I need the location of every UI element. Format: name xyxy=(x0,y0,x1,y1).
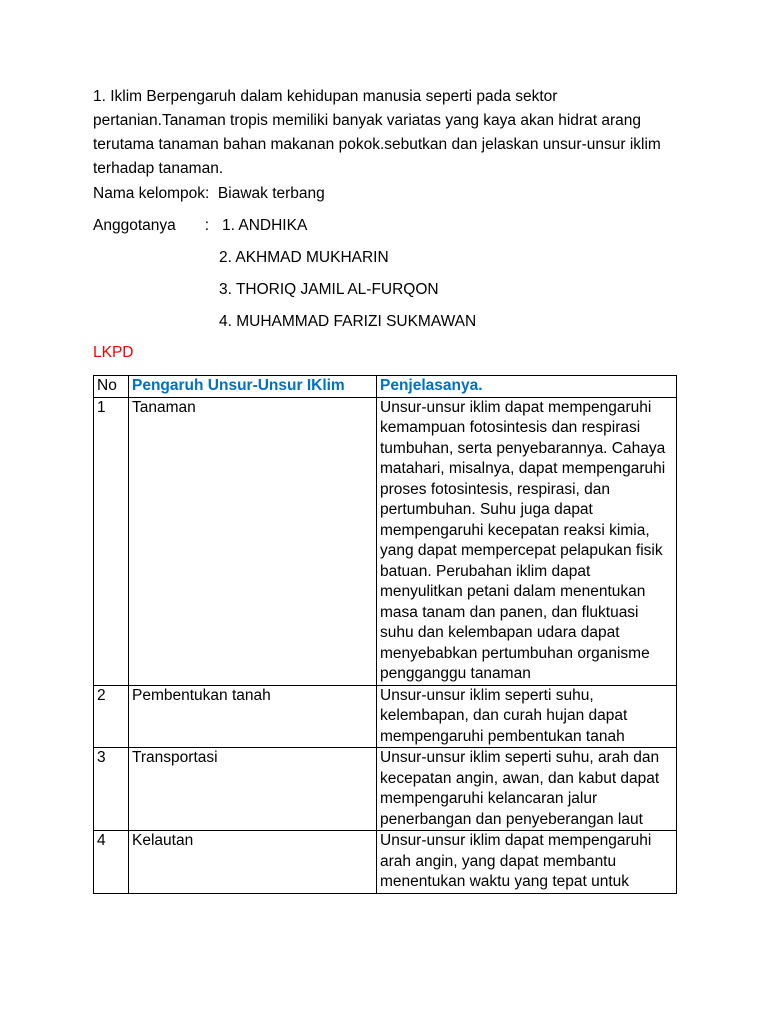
cell-no: 3 xyxy=(94,748,129,831)
cell-no: 4 xyxy=(94,831,129,894)
header-explanation: Penjelasanya. xyxy=(377,376,677,398)
question-text: 1. Iklim Berpengaruh dalam kehidupan manusia seperti pada sektor pertanian.Tanaman tropis memiliki banyak variatas yang kaya akan hidrat arang terutama tanaman bahan makanan pokok.sebutkan dan jelaskan unsur-unsur iklim terhadap tanaman. xyxy=(93,88,661,177)
cell-item: Tanaman xyxy=(129,397,377,685)
members-separator: : xyxy=(204,217,210,234)
members-label: Anggotanya xyxy=(93,217,176,234)
table-row xyxy=(94,831,677,894)
member-item: 3. THORIQ JAMIL AL-FURQON xyxy=(219,281,439,298)
cell-desc: Unsur-unsur iklim dapat mempengaruhi arah angin, yang dapat membantu menentukan waktu yang tepat untuk xyxy=(377,831,677,894)
table-row xyxy=(94,685,677,748)
member-item: 2. AKHMAD MUKHARIN xyxy=(219,249,389,266)
table-row xyxy=(94,748,677,831)
table-header-row xyxy=(94,376,677,398)
header-no: No xyxy=(94,376,129,398)
members-label-line xyxy=(93,214,693,238)
cell-no: 2 xyxy=(94,685,129,748)
group-name-label: Nama kelompok: xyxy=(93,185,210,202)
member-item: 1. ANDHIKA xyxy=(222,217,308,234)
header-influence: Pengaruh Unsur-Unsur IKlim xyxy=(129,376,377,398)
cell-item: Transportasi xyxy=(129,748,377,831)
table-row xyxy=(94,397,677,685)
cell-item: Kelautan xyxy=(129,831,377,894)
cell-desc: Unsur-unsur iklim seperti suhu, kelembapan, dan curah hujan dapat mempengaruhi pembentukan tanah xyxy=(377,685,677,748)
cell-desc: Unsur-unsur iklim seperti suhu, arah dan kecepatan angin, awan, dan kabut dapat mempengaruhi kelancaran jalur penerbangan dan penyeberangan laut xyxy=(377,748,677,831)
group-name-line xyxy=(93,182,693,206)
member-item: 4. MUHAMMAD FARIZI SUKMAWAN xyxy=(219,313,477,330)
cell-item: Pembentukan tanah xyxy=(129,685,377,748)
cell-no: 1 xyxy=(94,397,129,685)
cell-desc: Unsur-unsur iklim dapat mempengaruhi kemampuan fotosintesis dan respirasi tumbuhan, serta penyebarannya. Cahaya matahari, misalnya, dapat mempengaruhi proses fotosintesis, respirasi, dan pertumbuhan. Suhu juga dapat mempengaruhi kecepatan reaksi kimia, yang dapat mempercepat pelapukan fisik batuan. Perubahan iklim dapat menyulitkan petani dalam menentukan masa tanam dan panen, dan fluktuasi suhu dan kelembapan udara dapat menyebabkan pertumbuhan organisme pengganggu tanaman xyxy=(377,397,677,685)
section-title: LKPD xyxy=(93,344,134,361)
lkpd-table xyxy=(93,375,677,894)
group-name-value: Biawak terbang xyxy=(217,185,325,202)
